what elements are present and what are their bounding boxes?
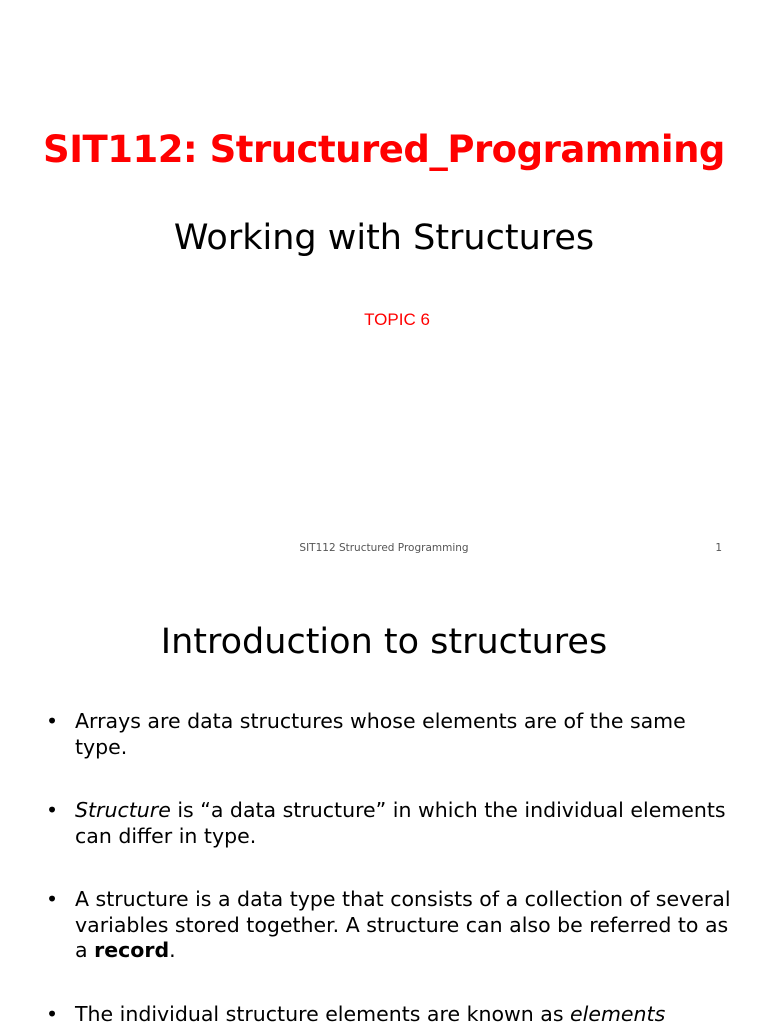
slide-2	[0, 576, 768, 1024]
bullet-dot: •	[46, 887, 59, 911]
bullet-list	[46, 709, 736, 1024]
bullet-tail: .	[169, 938, 176, 962]
topic-label: TOPIC 6	[364, 310, 430, 329]
bullet-dot: •	[46, 709, 59, 733]
course-title: SIT112: Structured_Programming	[43, 128, 725, 171]
bullet-dot: •	[46, 798, 59, 822]
bullet-text: The individual structure elements are known as	[75, 1001, 571, 1024]
bullet-text: A structure is a data type that consists of a collection of several variables stored together. A structure can also be referred to as a	[75, 887, 731, 962]
bullet-item	[46, 709, 736, 760]
slide-page-number: 1	[715, 542, 722, 554]
bullet-dot: •	[46, 1001, 59, 1024]
bullet-text: Arrays are data structures whose elements are of the same type.	[75, 709, 686, 759]
bullet-emphasis: elements	[570, 1001, 666, 1024]
slide-heading: Introduction to structures	[160, 622, 608, 662]
slide-footer: SIT112 Structured Programming	[299, 542, 469, 554]
bullet-emphasis: Structure	[75, 798, 171, 822]
bullet-strong: record	[94, 938, 170, 962]
slide-subtitle: Working with Structures	[173, 218, 595, 258]
bullet-item	[46, 887, 736, 964]
bullet-item	[46, 798, 736, 849]
bullet-text: is “a data structure” in which the individual elements can differ in type.	[75, 798, 726, 848]
bullet-item	[46, 1002, 736, 1024]
